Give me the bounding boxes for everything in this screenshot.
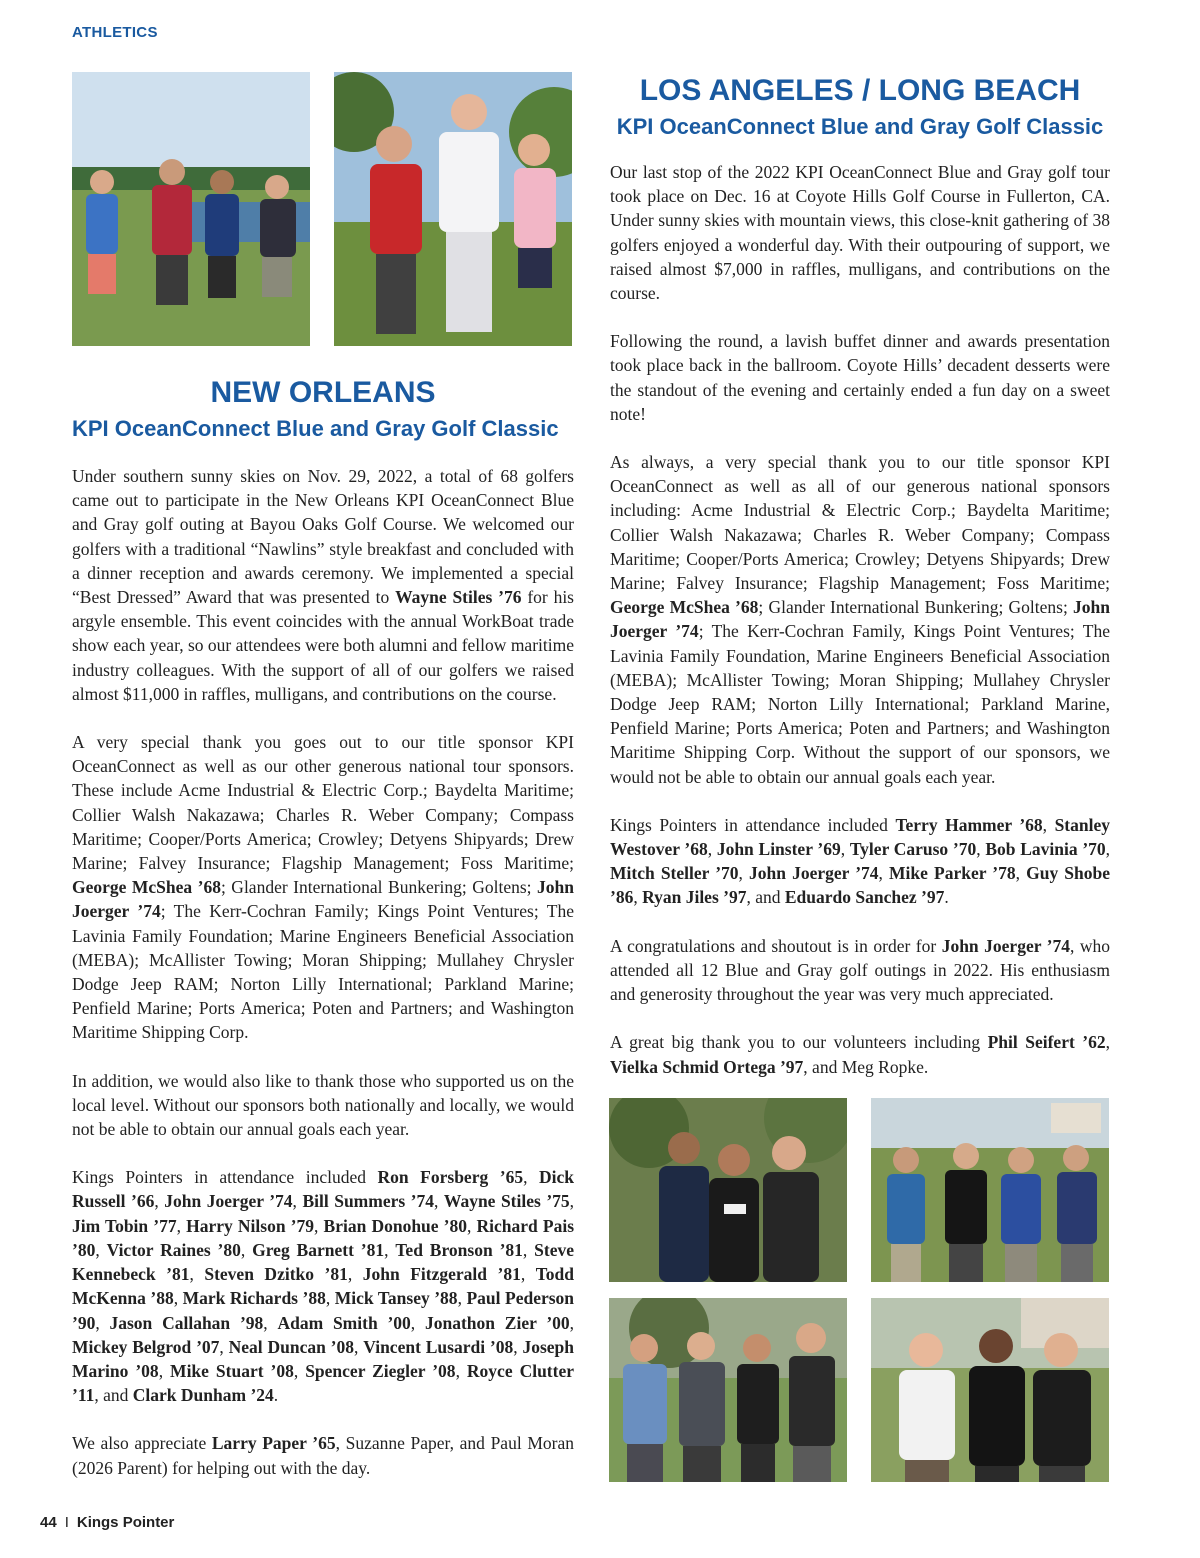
attendee-name: Mickey Belgrod ’07 <box>72 1336 220 1357</box>
los-angeles-paragraph-1: Our last stop of the 2022 KPI OceanConnect Blue and Gray golf tour took place on Dec. 16 at Coyote Hills Golf Course in Fullerton, CA. Under sunny skies with mountain views, this close-knit gathering of 38 golfers enjoyed a wonderful day. With their outpouring of support, we raised almost $7,000 in raffles, mulligans, and contributions on the course. <box>610 162 1110 304</box>
page-number: 44 <box>40 1514 57 1531</box>
new-orleans-subtitle: KPI OceanConnect Blue and Gray Golf Classic <box>72 416 559 441</box>
attendee-name: Vincent Lusardi ’08 <box>363 1336 514 1357</box>
attendee-name: Jim Tobin ’77 <box>72 1215 177 1236</box>
page-footer <box>40 1514 174 1531</box>
los-angeles-subtitle: KPI OceanConnect Blue and Gray Golf Classic <box>616 114 1104 139</box>
attendee-name: Ted Bronson ’81 <box>395 1239 523 1260</box>
attendee-name: Guy Shobe ’86 <box>610 863 1111 908</box>
attendee-name: Mick Tansey ’88 <box>334 1288 458 1309</box>
attendee-name: Bob Lavinia ’70 <box>985 839 1106 860</box>
attendee-name: Mark Richards ’88 <box>182 1288 326 1309</box>
attendee-name: Brian Donohue ’80 <box>323 1215 468 1236</box>
attendee-name: Victor Raines ’80 <box>106 1239 241 1260</box>
los-angeles-paragraph-3: As always, a very special thank you to our title sponsor KPI OceanConnect as well as all of our generous national sponsors including: Acme Industrial & Electric Corp.; Baydelta Maritime; Collier Walsh Nakazawa; Charles R. Weber Company; Compass Maritime; Cooper/Ports America; Crowley; Detyens Shipyards; Drew Marine; Falvey Insurance; Flagship Management; Foss Maritime; George McShea ’68; Glander International Bunkering; Goltens; John Joerger ’74; The Kerr-Cochran Family, Kings Point Ventures; The Lavinia Family Foundation, Marine Engineers Beneficial Association (MEBA); McAllister Towing; Moran Shipping; Mullahey Chrysler Dodge Jeep RAM; Norton Lilly International; Parkland Marine, Penfield Marine; Ports America; Poten and Partners; and Washington Maritime Shipping Corp. Without the support of our sponsors, we would not be able to obtain our annual goals each year. <box>610 452 1110 787</box>
attendee-name: Royce Clutter ’11 <box>72 1360 574 1406</box>
attendee-name: Ryan Jiles ’97 <box>642 887 747 908</box>
new-orleans-title: NEW ORLEANS <box>210 376 436 409</box>
attendee-name: Adam Smith ’00 <box>277 1312 411 1333</box>
new-orleans-paragraph-5: We also appreciate Larry Paper ’65, Suzanne Paper, and Paul Moran (2026 Parent) for helping out with the day. <box>72 1433 574 1478</box>
section-label: ATHLETICS <box>72 24 158 41</box>
new-orleans-article <box>72 372 574 1504</box>
attendee-name: John Joerger ’74 <box>164 1191 293 1212</box>
attendee-name: John Joerger ’74 <box>749 863 879 884</box>
attendee-name: Tyler Caruso ’70 <box>849 839 977 860</box>
attendee-name: Dick Russell ’66 <box>72 1167 575 1212</box>
los-angeles-attendees: Kings Pointers in attendance included Terry Hammer ’68, Stanley Westover ’68, John Linster ’69, Tyler Caruso ’70, Bob Lavinia ’70, Mitch Steller ’70, John Joerger ’74, Mike Parker ’78, Guy Shobe ’86, Ryan Jiles ’97, and Eduardo Sanchez ’97. <box>610 814 1111 908</box>
photo-new-orleans-trio <box>334 72 572 346</box>
attendee-name: Todd McKenna ’88 <box>72 1264 575 1309</box>
attendee-name: Jonathon Zier ’00 <box>424 1312 570 1333</box>
attendee-name: Greg Barnett ’81 <box>252 1239 385 1260</box>
attendee-name: Ron Forsberg ’65 <box>377 1167 524 1188</box>
attendee-name: Richard Pais ’80 <box>72 1215 575 1260</box>
photo-los-angeles-trio <box>609 1098 847 1282</box>
attendee-name: Jason Callahan ’98 <box>109 1312 264 1333</box>
photo-los-angeles-trio-2 <box>871 1298 1109 1482</box>
new-orleans-paragraph-1: Under southern sunny skies on Nov. 29, 2022, a total of 68 golfers came out to participate in the New Orleans KPI OceanConnect Blue and Gray golf outing at Bayou Oaks Golf Course. We welcomed our golfers with a traditional “Nawlins” style breakfast and concluded with a dinner reception and awards ceremony. We implemented a special “Best Dressed” Award that was presented to Wayne Stiles ’76 for his argyle ensemble. This event coincides with the annual WorkBoat trade show each year, so our attendees were both alumni and fellow maritime industry colleagues. With the support of all of our golfers we raised almost $11,000 in raffles, mulligans, and contributions on the course. <box>72 466 574 704</box>
attendee-name: Neal Duncan ’08 <box>228 1336 354 1357</box>
attendee-name: Terry Hammer ’68 <box>895 814 1043 835</box>
attendee-list: Ron Forsberg ’65, Dick Russell ’66, John Joerger ’74, Bill Summers ’74, Wayne Stiles ’75, Jim Tobin ’77, Harry Nilson ’79, Brian Donohue ’80, Richard Pais ’80, Victor Raines ’80, Greg Barnett ’81, Ted Bronson ’81, Steve Kennebeck ’81, Steven Dzitko ’81, John Fitzgerald ’81, Todd McKenna ’88, Mark Richards ’88, Mick Tansey ’88, Paul Pederson ’90, Jason Callahan ’98, Adam Smith ’00, Jonathon Zier ’00, Mickey Belgrod ’07, Neal Duncan ’08, Vincent Lusardi ’08, Joseph Marino ’08, Mike Stuart ’08, Spencer Ziegler ’08, Royce Clutter ’11 <box>72 1167 575 1406</box>
attendee-list: Terry Hammer ’68, Stanley Westover ’68, John Linster ’69, Tyler Caruso ’70, Bob Lavinia ’70, Mitch Steller ’70, John Joerger ’74, Mike Parker ’78, Guy Shobe ’86, Ryan Jiles ’97 <box>610 814 1111 908</box>
attendee-name: Wayne Stiles ’75 <box>443 1191 570 1212</box>
photo-new-orleans-foursome <box>72 72 310 346</box>
attendee-name: Mike Parker ’78 <box>889 863 1016 884</box>
attendee-name: John Linster ’69 <box>716 839 841 860</box>
attendee-name: Spencer Ziegler ’08 <box>305 1360 456 1381</box>
new-orleans-paragraph-3: In addition, we would also like to thank those who supported us on the local level. Without our sponsors both nationally and locally, we would not be able to obtain our annual goals each year. <box>72 1070 574 1140</box>
attendee-name: Harry Nilson ’79 <box>186 1215 315 1236</box>
los-angeles-paragraph-5: A congratulations and shoutout is in order for John Joerger ’74, who attended all 12 Blue and Gray golf outings in 2022. His enthusiasm and generosity throughout the year was very much appreciated. <box>610 935 1111 1005</box>
attendee-name: Mike Stuart ’08 <box>170 1360 294 1381</box>
attendee-name: Paul Pederson ’90 <box>72 1288 575 1333</box>
los-angeles-paragraph-2: Following the round, a lavish buffet dinner and awards presentation took place back in the ballroom. Coyote Hills’ decadent desserts were the standout of the evening and certainly ended a fun day on a sweet note! <box>610 331 1110 424</box>
attendee-name: Bill Summers ’74 <box>302 1191 435 1212</box>
footer-separator: I <box>64 1514 69 1531</box>
attendee-name: Steve Kennebeck ’81 <box>72 1239 575 1285</box>
new-orleans-paragraph-2: A very special thank you goes out to our title sponsor KPI OceanConnect as well as our other generous national tour sponsors. These include Acme Industrial & Electric Corp.; Baydelta Maritime; Collier Walsh Nakazawa; Charles R. Weber Company; Compass Maritime; Cooper/Ports America; Crowley; Detyens Shipyards; Drew Marine; Falvey Insurance; Flagship Management; Foss Maritime; George McShea ’68; Glander International Bunkering; Goltens; John Joerger ’74; The Kerr-Cochran Family; Kings Point Ventures; The Lavinia Family Foundation; Marine Engineers Beneficial Association (MEBA); McAllister Towing; Moran Shipping; Mullahey Chrysler Dodge Jeep RAM; Norton Lilly International; Parkland Marine; Penfield Marine; Ports America; Poten and Partners; and Washington Maritime Shipping Corp. <box>72 732 574 1043</box>
attendee-name: Mitch Steller ’70 <box>610 863 739 884</box>
los-angeles-paragraph-6: A great big thank you to our volunteers including Phil Seifert ’62, Vielka Schmid Ortega ’97, and Meg Ropke. <box>610 1032 1110 1077</box>
attendee-name: Steven Dzitko ’81 <box>204 1264 348 1285</box>
attendee-name: Stanley Westover ’68 <box>610 814 1111 860</box>
photo-los-angeles-foursome-1 <box>871 1098 1109 1282</box>
los-angeles-title: LOS ANGELES / LONG BEACH <box>639 74 1081 107</box>
publication-name: Kings Pointer <box>76 1514 175 1531</box>
new-orleans-attendees: Kings Pointers in attendance included Ron Forsberg ’65, Dick Russell ’66, John Joerger ’74, Bill Summers ’74, Wayne Stiles ’75, Jim Tobin ’77, Harry Nilson ’79, Brian Donohue ’80, Richard Pais ’80, Victor Raines ’80, Greg Barnett ’81, Ted Bronson ’81, Steve Kennebeck ’81, Steven Dzitko ’81, John Fitzgerald ’81, Todd McKenna ’88, Mark Richards ’88, Mick Tansey ’88, Paul Pederson ’90, Jason Callahan ’98, Adam Smith ’00, Jonathon Zier ’00, Mickey Belgrod ’07, Neal Duncan ’08, Vincent Lusardi ’08, Joseph Marino ’08, Mike Stuart ’08, Spencer Ziegler ’08, Royce Clutter ’11, and Clark Dunham ’24. <box>72 1167 575 1406</box>
attendee-name: John Fitzgerald ’81 <box>362 1264 521 1285</box>
los-angeles-article <box>610 74 1110 1103</box>
photo-los-angeles-foursome-2 <box>609 1298 847 1482</box>
attendee-name: Joseph Marino ’08 <box>72 1336 574 1381</box>
